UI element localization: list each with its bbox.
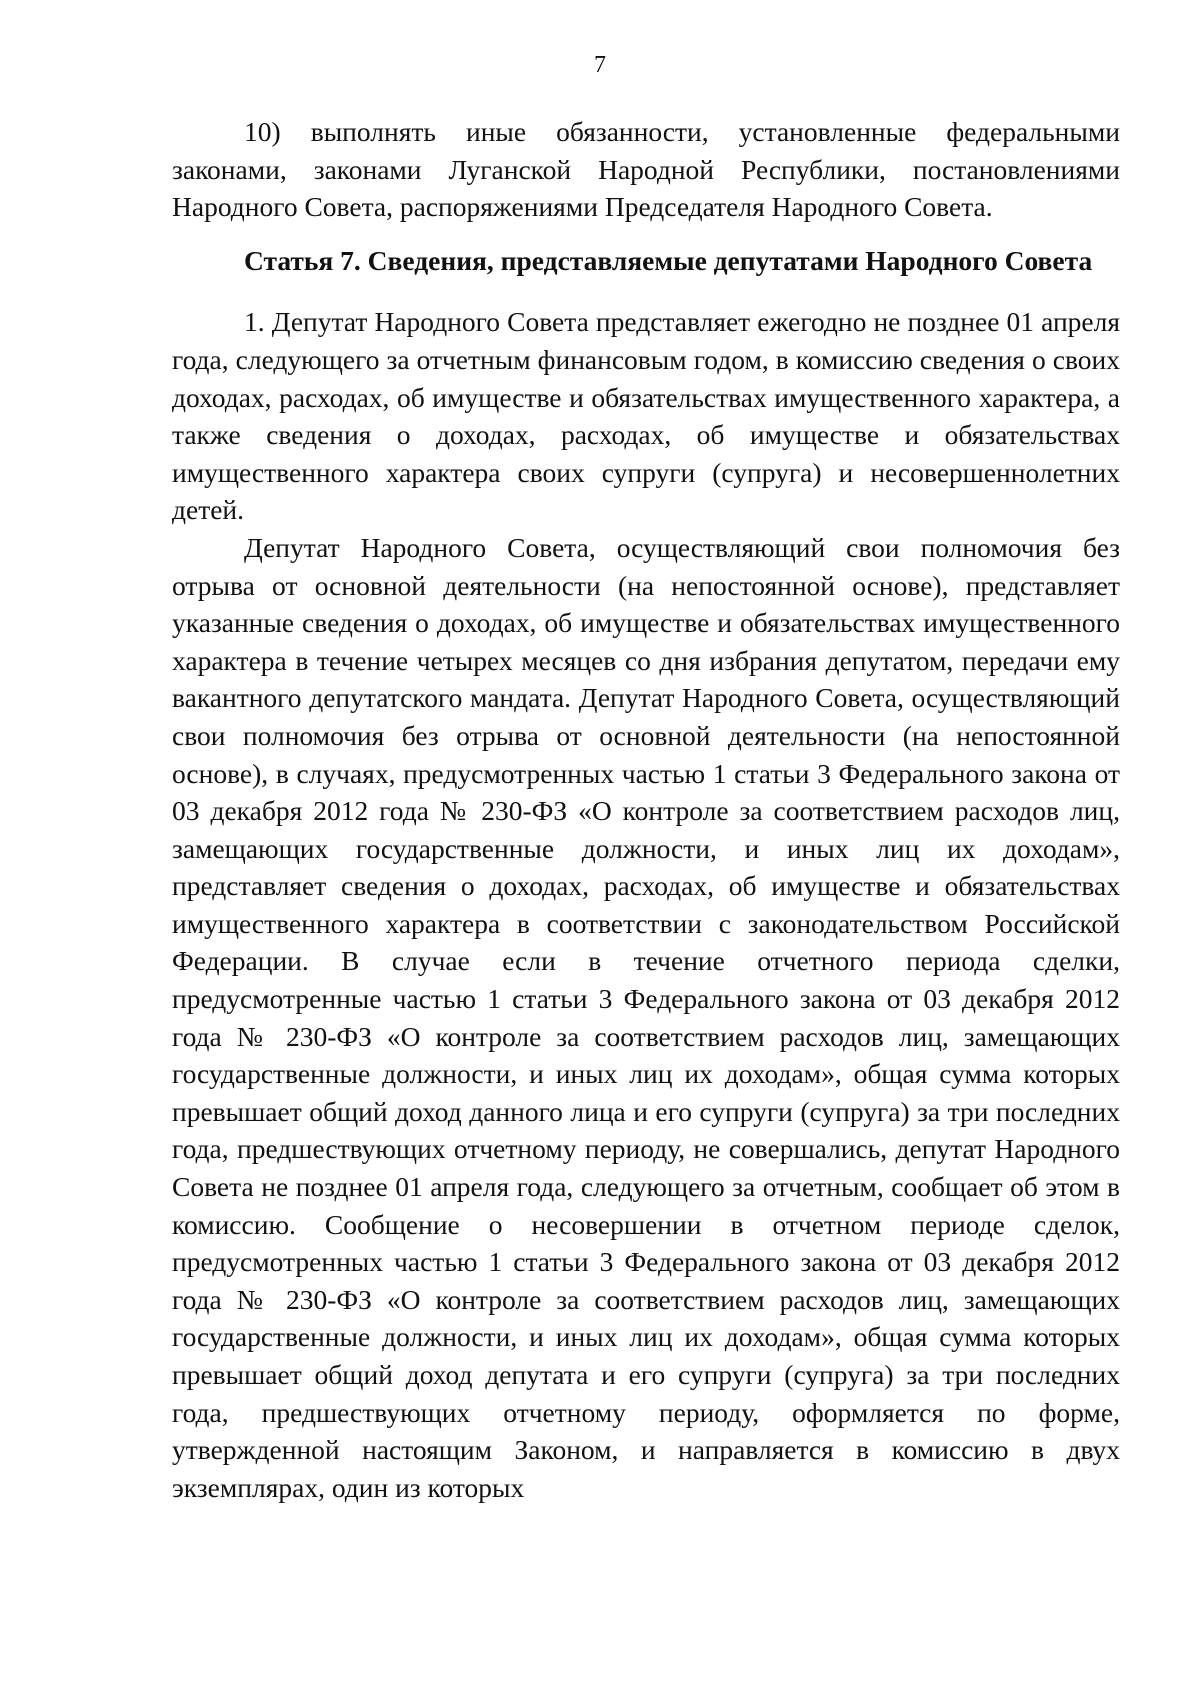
article-7-paragraph-2: Депутат Народного Совета, осуществляющий свои полномочия без отрыва от основной деятельности (на непостоянной основе), представляет указанные сведения о доходах, об имуществе и обязательствах имущественного характера в течение четырех месяцев со дня избрания депутатом, передачи ему вакантного депутатского мандата. Депутат Народного Совета, осуществляющий свои полномочия без отрыва от основной деятельности (на непостоянной основе), в случаях, предусмотренных частью 1 статьи 3 Федерального закона от 03 декабря 2012 года № 230-ФЗ «О контроле за соответствием расходов лиц, замещающих государственные должности, и иных лиц их доходам», представляет сведения о доходах, расходах, об имуществе и обязательствах имущественного характера в соответствии с законодательством Российской Федерации. В случае если в течение отчетного периода сделки, предусмотренные частью 1 статьи 3 Федерального закона от 03 декабря 2012 года № 230-ФЗ «О контроле за соответствием расходов лиц, замещающих государственные должности, и иных лиц их доходам», общая сумма которых превышает общий доход данного лица и его супруги (супруга) за три последних года, предшествующих отчетному периоду, не совершались, депутат Народного Совета не позднее 01 апреля года, следующего за отчетным, сообщает об этом в комиссию. Сообщение о несовершении в отчетном периоде сделок, предусмотренных частью 1 статьи 3 Федерального закона от 03 декабря 2012 года № 230-ФЗ «О контроле за соответствием расходов лиц, замещающих государственные должности, и иных лиц их доходам», общая сумма которых превышает общий доход депутата и его супруги (супруга) за три последних года, предшествующих отчетному периоду, оформляется по форме, утвержденной настоящим Законом, и направляется в комиссию в двух экземплярах, один из которых: [172, 531, 1120, 1503]
article-7-paragraph-1: 1. Депутат Народного Совета представляет ежегодно не позднее 01 апреля года, следующего за отчетным финансовым годом, в комиссию сведения о своих доходах, расходах, об имуществе и обязательствах имущественного характера, а также сведения о доходах, расходах, об имуществе и обязательствах имущественного характера своих супруги (супруга) и несовершеннолетних детей.: [172, 306, 1120, 526]
article-7-heading: Статья 7. Сведения, представляемые депутатами Народного Совета: [244, 244, 1093, 276]
document-body: [172, 113, 1120, 1506]
page-number: 7: [594, 52, 606, 78]
list-item-10: 10) выполнять иные обязанности, установленные федеральными законами, законами Луганской Народной Республики, постановлениями Народного Совета, распоряжениями Председателя Народного Совета.: [172, 116, 1120, 223]
